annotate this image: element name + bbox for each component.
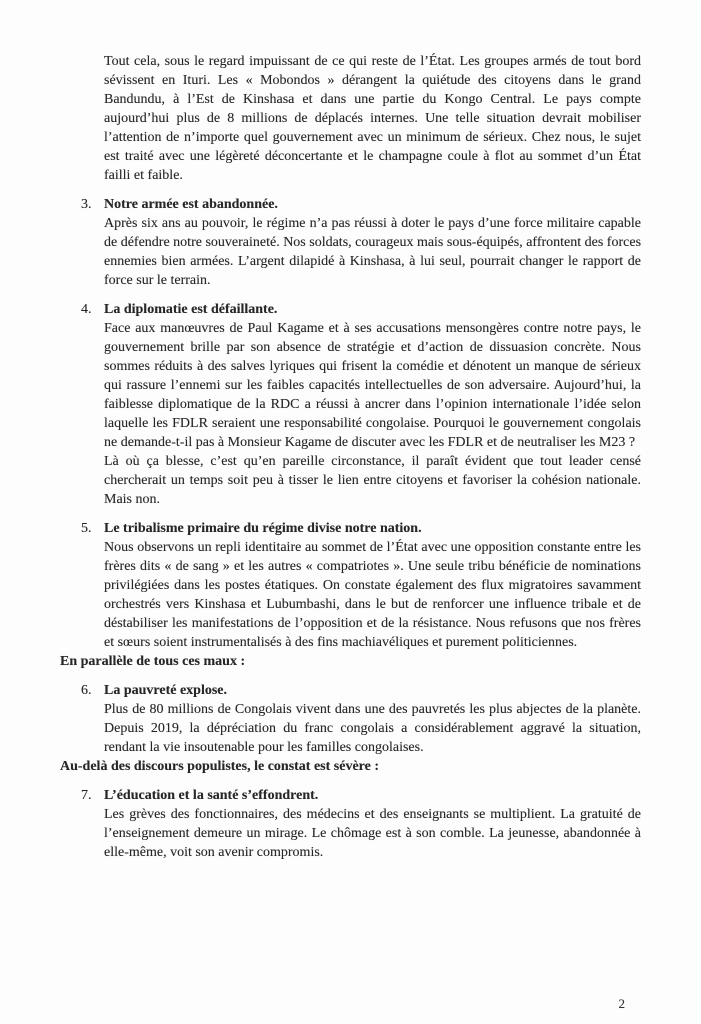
list-item-6-title: La pauvreté explose. xyxy=(104,683,228,698)
list-item-4-title: La diplomatie est défaillante. xyxy=(104,302,278,317)
list-item-5 xyxy=(81,519,641,652)
list-item-6-number: 6. xyxy=(81,683,92,698)
list-item-4-body: Face aux manœuvres de Paul Kagame et à ses accusations mensongères contre notre pays, le gouvernement brille par son absence de stratégie et d’action de dissuasion concrète. Nous sommes réduits à des salves lyriques qui frisent la comédie et dénotent un manque de sérieux qui rassure l’ennemi sur les faibles capacités intellectuelles de son adversaire. Aujourd’hui, la faiblesse diplomatique de la RDC a réussi à ancrer dans l’opinion internationale l’idée selon laquelle les FDLR seraient une responsabilité congolaise. Pourquoi le gouvernement congolais ne demande-t-il pas à Monsieur Kagame de discuter avec les FDLR et de neutraliser les M23 ? xyxy=(104,321,641,450)
intro-paragraph: Tout cela, sous le regard impuissant de ce qui reste de l’État. Les groupes armés de tout bord sévissent en Ituri. Les « Mobondos » dérangent la quiétude des citoyens dans le grand Bandundu, à l’Est de Kinshasa et dans une partie du Kongo Central. Le pays compte aujourd’hui plus de 8 millions de déplacés internes. Une telle situation devrait mobiliser l’attention de n’importe quel gouvernement avec un minimum de sérieux. Chez nous, le sujet est traité avec une légèreté déconcertante et le champagne coule à flot au sommet d’un État failli et faible. xyxy=(104,54,641,183)
list-item-7-body: Les grèves des fonctionnaires, des médecins et des enseignants se multiplient. La gratuité de l’enseignement demeure un mirage. Le chômage est à son comble. La jeunesse, abandonnée à elle-même, voit son avenir compromis. xyxy=(104,807,641,860)
section-heading-2: Au-delà des discours populistes, le constat est sévère : xyxy=(60,759,380,774)
list-item-7-title: L’éducation et la santé s’effondrent. xyxy=(104,788,319,803)
list-item-5-body: Nous observons un repli identitaire au sommet de l’État avec une opposition constante entre les frères dits « de sang » et les autres « compatriotes ». Une seule tribu bénéficie de nominations privilégiées dans les postes étatiques. On constate également des flux migratoires savamment orchestrés vers Kinshasa et Lubumbashi, dans le but de renforcer une influence tribale et de déstabiliser les manifestations de l’opposition et de la résistance. Nous refusons que nos frères et sœurs soient instrumentalisés à des fins machiavéliques et purement politiciennes. xyxy=(104,540,641,650)
list-item-4-number: 4. xyxy=(81,302,92,317)
section-heading-1: En parallèle de tous ces maux : xyxy=(60,654,246,669)
list-item-4-body-2: Là où ça blesse, c’est qu’en pareille circonstance, il paraît évident que tout leader censé chercherait un temps soit peu à tisser le lien entre citoyens et favoriser la cohésion nationale. Mais non. xyxy=(104,454,641,507)
list-item-4 xyxy=(81,300,641,509)
list-item-3-title: Notre armée est abandonnée. xyxy=(104,197,278,212)
list-item-6 xyxy=(81,681,641,757)
list-item-6-body: Plus de 80 millions de Congolais vivent dans une des pauvretés les plus abjectes de la planète. Depuis 2019, la dépréciation du franc congolais a considérablement aggravé la situation, rendant la vie insoutenable pour les familles congolaises. xyxy=(104,702,641,755)
list-item-3-number: 3. xyxy=(81,197,92,212)
list-item-7 xyxy=(81,786,641,862)
list-item-3 xyxy=(81,195,642,290)
list-item-5-number: 5. xyxy=(81,521,92,536)
list-item-3-body: Après six ans au pouvoir, le régime n’a pas réussi à doter le pays d’une force militaire capable de défendre notre souveraineté. Nos soldats, courageux mais sous-équipés, affrontent des forces ennemies bien armées. L’argent dilapidé à Kinshasa, à lui seul, pourrait changer le rapport de force sur le terrain. xyxy=(104,216,642,288)
document-content xyxy=(60,52,642,862)
list-item-7-number: 7. xyxy=(81,788,92,803)
page-number: 2 xyxy=(618,996,625,1011)
list-item-5-title: Le tribalisme primaire du régime divise notre nation. xyxy=(104,521,422,536)
